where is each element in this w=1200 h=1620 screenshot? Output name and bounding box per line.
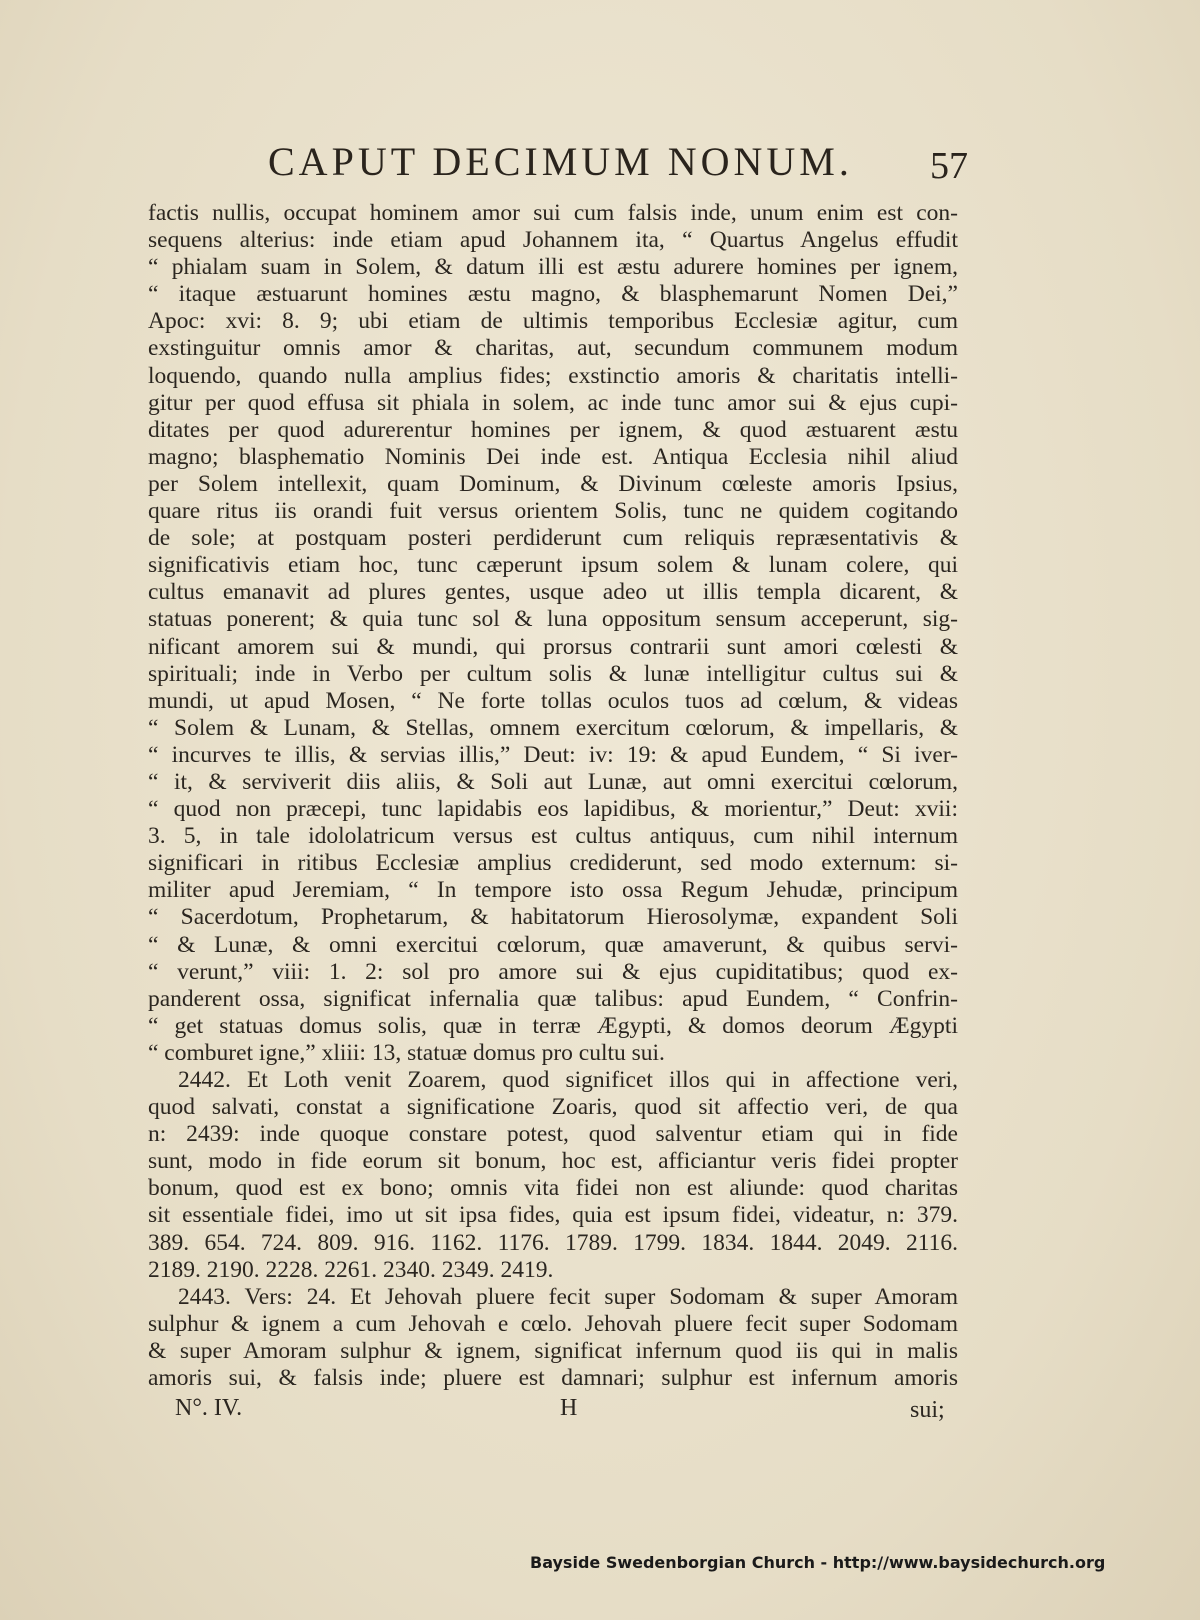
text-line: statuas ponerent; & quia tunc sol & luna oppositum sensum acceperunt, sig- [148, 606, 958, 633]
text-line: cultus emanavit ad plures gentes, usque adeo ut illis templa dicarent, & [148, 579, 958, 606]
text-line: Apoc: xvi: 8. 9; ubi etiam de ultimis temporibus Ecclesiæ agitur, cum [148, 308, 958, 335]
text-line: ditates per quod adurerentur homines per ignem, & quod æstuarent æstu [148, 416, 958, 443]
text-line: mundi, ut apud Mosen, “ Ne forte tollas oculos tuos ad cœlum, & videas [148, 687, 958, 714]
text-line: de sole; at postquam posteri perdiderunt cum reliquis repræsentativis & [148, 525, 958, 552]
signature-mark: N°. IV. [175, 1395, 243, 1421]
catchword: sui; [910, 1397, 945, 1423]
text-line: sit essentiale fidei, imo ut sit ipsa fides, quia est ipsum fidei, videatur, n: 379. [148, 1202, 958, 1229]
text-line: 3. 5, in tale idololatricum versus est cultus antiquus, cum nihil internum [148, 823, 958, 850]
text-line: & super Amoram sulphur & ignem, significat infernum quod iis qui in malis [148, 1337, 958, 1364]
text-line: “ quod non præcepi, tunc lapidabis eos lapidibus, & morientur,” Deut: xvii: [148, 796, 958, 823]
text-line: “ Solem & Lunam, & Stellas, omnem exercitum cœlorum, & impellaris, & [148, 714, 958, 741]
text-line: “ Sacerdotum, Prophetarum, & habitatorum Hierosolymæ, expandent Soli [148, 904, 958, 931]
text-line: exstinguitur omnis amor & charitas, aut, secundum communem modum [148, 335, 958, 362]
page-header [0, 138, 1200, 198]
text-line: magno; blasphematio Nominis Dei inde est. Antiqua Ecclesia nihil aliud [148, 443, 958, 470]
text-line: “ itaque æstuarunt homines æstu magno, & blasphemarunt Nomen Dei,” [148, 281, 958, 308]
text-line: “ incurves te illis, & servias illis,” Deut: iv: 19: & apud Eundem, “ Si iver- [148, 741, 958, 768]
body-text [148, 200, 958, 1392]
page-number: 57 [930, 145, 968, 187]
paragraph-2443-line: 2443. Vers: 24. Et Jehovah pluere fecit super Sodomam & super Amoram [178, 1283, 958, 1310]
text-line: factis nullis, occupat hominem amor sui cum falsis inde, unum enim est con- [148, 200, 958, 226]
text-line: militer apud Jeremiam, “ In tempore isto ossa Regum Jehudæ, principum [148, 877, 958, 904]
text-line: 389. 654. 724. 809. 916. 1162. 1176. 1789. 1799. 1834. 1844. 2049. 2116. [148, 1229, 958, 1256]
text-line: significari in ritibus Ecclesiæ amplius crediderunt, sed modo externum: si- [148, 850, 958, 877]
text-line: “ phialam suam in Solem, & datum illi est æstu adurere homines per ignem, [148, 254, 958, 281]
text-line: n: 2439: inde quoque constare potest, quod salventur etiam qui in fide [148, 1121, 958, 1148]
text-line: quare ritus iis orandi fuit versus orientem Solis, tunc ne quidem cogitando [148, 498, 958, 525]
text-line: per Solem intellexit, quam Dominum, & Divinum cœleste amoris Ipsius, [148, 470, 958, 497]
text-line: “ verunt,” viii: 1. 2: sol pro amore sui & ejus cupiditatibus; quod ex- [148, 958, 958, 985]
text-line: nificant amorem sui & mundi, qui prorsus contrarii sunt amori cœlesti & [148, 633, 958, 660]
text-line: loquendo, quando nulla amplius fides; exstinctio amoris & charitatis intelli- [148, 362, 958, 389]
text-line: bonum, quod est ex bono; omnis vita fidei non est aliunde: quod charitas [148, 1175, 958, 1202]
page-footer [0, 1395, 1200, 1435]
text-line: sequens alterius: inde etiam apud Johannem ita, “ Quartus Angelus effudit [148, 227, 958, 254]
source-credit: Bayside Swedenborgian Church - http://www.baysidechurch.org [530, 1553, 1106, 1572]
running-title: CAPUT DECIMUM NONUM. [268, 139, 853, 184]
text-line: “ it, & serviverit diis aliis, & Soli aut Lunæ, aut omni exercitui cœlorum, [148, 768, 958, 795]
text-line: 2189. 2190. 2228. 2261. 2340. 2349. 2419. [148, 1256, 554, 1283]
text-line: quod salvati, constat a significatione Zoaris, quod sit affectio veri, de qua [148, 1094, 958, 1121]
text-line: “ comburet igne,” xliii: 13, statuæ domus pro cultu sui. [148, 1039, 665, 1066]
text-line: “ & Lunæ, & omni exercitui cœlorum, quæ amaverunt, & quibus servi- [148, 931, 958, 958]
text-line: “ get statuas domus solis, quæ in terræ Ægypti, & domos deorum Ægypti [148, 1012, 958, 1039]
text-line: spirituali; inde in Verbo per cultum solis & lunæ intelligitur cultus sui & [148, 660, 958, 687]
text-line: panderent ossa, significat infernalia quæ talibus: apud Eundem, “ Confrin- [148, 985, 958, 1012]
text-line: gitur per quod effusa sit phiala in solem, ac inde tunc amor sui & ejus cupi- [148, 389, 958, 416]
sheet-letter: H [560, 1395, 578, 1421]
text-line: significativis etiam hoc, tunc cæperunt ipsum solem & lunam colere, qui [148, 552, 958, 579]
text-line: sulphur & ignem a cum Jehovah e cœlo. Jehovah pluere fecit super Sodomam [148, 1310, 958, 1337]
paragraph-2442-line: 2442. Et Loth venit Zoarem, quod significet illos qui in affectione veri, [178, 1067, 958, 1093]
text-line: amoris sui, & falsis inde; pluere est damnari; sulphur est infernum amoris [148, 1365, 958, 1392]
text-line: sunt, modo in fide eorum sit bonum, hoc est, afficiantur veris fidei propter [148, 1148, 958, 1175]
